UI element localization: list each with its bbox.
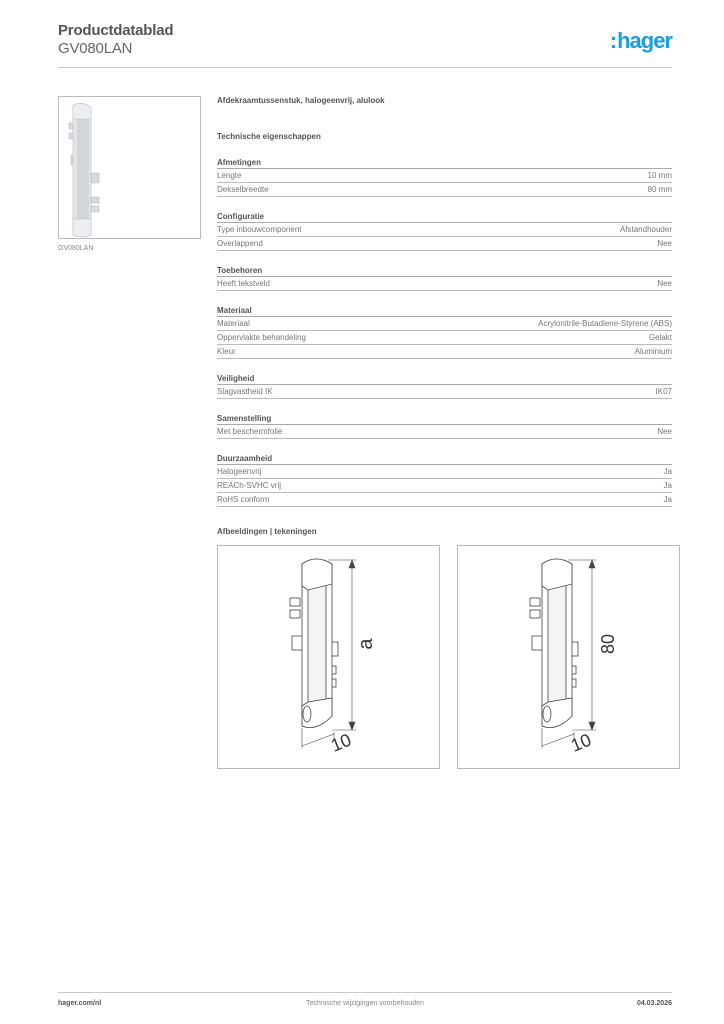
product-description: Afdekraamtussenstuk, halogeenvrij, alulook [217, 96, 385, 105]
section-materiaal [217, 305, 672, 359]
svg-text:10: 10 [328, 729, 355, 756]
spec-value: Ja [663, 481, 672, 490]
spec-label: RoHS conform [217, 495, 270, 504]
specifications [217, 96, 672, 538]
spec-label: Lengte [217, 171, 242, 180]
section-title: Veiligheid [217, 373, 672, 385]
spec-label: Dekselbreedte [217, 185, 269, 194]
header-divider [58, 67, 672, 68]
spec-row [217, 169, 672, 183]
svg-text:a: a [355, 638, 377, 650]
part-drawing-icon [458, 546, 681, 770]
images-title: Afbeeldingen | tekeningen [217, 527, 317, 536]
section-title: Toebehoren [217, 265, 672, 277]
part-drawing-icon [218, 546, 441, 770]
spec-row [217, 493, 672, 507]
section-veiligheid [217, 373, 672, 399]
section-afmetingen [217, 157, 672, 197]
spec-row [217, 223, 672, 237]
spec-row [217, 425, 672, 439]
disclaimer: Technische wijzigingen voorbehouden [306, 1000, 424, 1007]
spec-label: Overlappend [217, 239, 263, 248]
spec-label: Type inbouwcomponent [217, 225, 302, 234]
product-thumbnail [58, 96, 201, 239]
spec-row [217, 277, 672, 291]
spec-row [217, 237, 672, 251]
spec-value: Nee [657, 239, 672, 248]
spec-row [217, 317, 672, 331]
page-header [58, 22, 672, 68]
spec-row [217, 385, 672, 399]
spec-label: Materiaal [217, 319, 250, 328]
spec-row [217, 345, 672, 359]
spec-value: Acrylonitrile-Butadiene-Styrene (ABS) [538, 319, 672, 328]
svg-text:10: 10 [568, 729, 595, 756]
spec-value: IK07 [655, 387, 672, 396]
spec-value: Ja [663, 495, 672, 504]
section-title: Afmetingen [217, 157, 672, 169]
footer-divider [58, 992, 672, 993]
spec-row [217, 331, 672, 345]
page-footer [58, 1000, 672, 1012]
technical-drawing-80 [457, 545, 680, 769]
spec-row [217, 465, 672, 479]
product-photo-icon [59, 97, 202, 240]
spec-value: 10 mm [647, 171, 672, 180]
website-link[interactable]: hager.com/nl [58, 1000, 102, 1007]
spec-label: REACh-SVHC vrij [217, 481, 282, 490]
spec-row [217, 479, 672, 493]
spec-row [217, 183, 672, 197]
section-title: Duurzaamheid [217, 453, 672, 465]
technical-drawing-a [217, 545, 440, 769]
section-title: Samenstelling [217, 413, 672, 425]
section-title: Materiaal [217, 305, 672, 317]
section-samenstelling [217, 413, 672, 439]
spec-value: Nee [657, 279, 672, 288]
product-code: GV080LAN [58, 40, 133, 57]
spec-label: Halogeenvrij [217, 467, 262, 476]
spec-value: Afstandhouder [619, 225, 672, 234]
section-configuratie [217, 211, 672, 251]
section-toebehoren [217, 265, 672, 291]
spec-value: Gelakt [648, 333, 672, 342]
thumbnail-caption: GV080LAN [58, 245, 94, 252]
spec-label: Heeft tekstveld [217, 279, 270, 288]
hager-logo: :hager [609, 28, 672, 53]
section-duurzaamheid [217, 453, 672, 507]
spec-label: Kleur [217, 347, 236, 356]
spec-value: 80 mm [647, 185, 672, 194]
section-title: Configuratie [217, 211, 672, 223]
document-date: 04.03.2026 [636, 1000, 672, 1007]
technical-properties-title: Technische eigenschappen [217, 132, 321, 141]
document-title: Productdatablad [58, 22, 174, 39]
spec-label: Oppervlakte behandeling [217, 333, 306, 342]
svg-text:80: 80 [598, 633, 618, 655]
spec-value: Nee [657, 427, 672, 436]
spec-value: Ja [663, 467, 672, 476]
spec-label: Slagvastheid IK [217, 387, 273, 396]
spec-value: Aluminium [634, 347, 672, 356]
spec-label: Met beschermfolie [217, 427, 283, 436]
